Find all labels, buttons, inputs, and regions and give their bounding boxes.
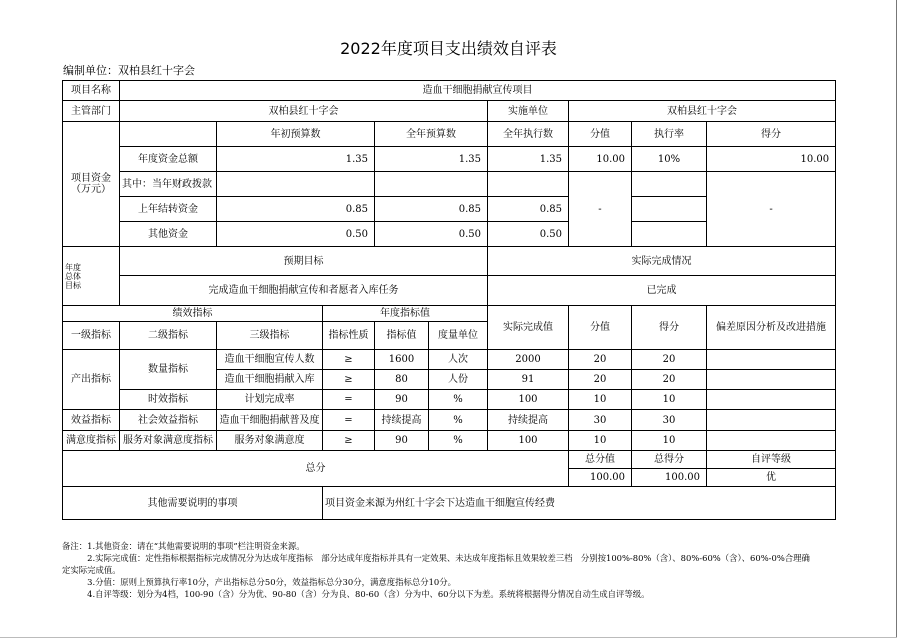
dept-label: 主管部门 bbox=[63, 101, 120, 122]
indicator-header-row-1 bbox=[63, 306, 836, 322]
row-value: 持续提高 bbox=[375, 410, 429, 431]
annual-goal-label bbox=[63, 247, 120, 306]
row-value: 90 bbox=[375, 390, 429, 410]
budget-carry-label: 上年结转资金 bbox=[120, 197, 217, 222]
budget-result-dash: - bbox=[707, 172, 836, 247]
row-score: 30 bbox=[632, 410, 707, 431]
timeliness-indicator-label: 时效指标 bbox=[120, 390, 217, 410]
row-actual: 91 bbox=[488, 370, 569, 390]
annual-value-label: 年度指标值 bbox=[323, 306, 488, 322]
budget-fiscal-rate bbox=[632, 172, 707, 197]
row-score: 10 bbox=[632, 390, 707, 410]
budget-fiscal-exec bbox=[488, 172, 569, 197]
row-value: 80 bbox=[375, 370, 429, 390]
evaluation-table bbox=[62, 80, 836, 520]
table-row bbox=[63, 350, 836, 370]
budget-total-row bbox=[63, 147, 836, 172]
row-weight: 20 bbox=[569, 370, 632, 390]
row-l3: 服务对象满意度 bbox=[217, 431, 323, 451]
note-line: 定实际完成值。 bbox=[62, 565, 121, 575]
annual-goal-label-text: 年度总体目标 bbox=[65, 262, 81, 290]
total-label: 总分 bbox=[63, 451, 569, 487]
row-deviation bbox=[707, 350, 836, 370]
row-unit: % bbox=[429, 431, 488, 451]
note-line: 2.实际完成值：定性指标根据指标完成情况分为达成年度指标 部分达成年度指标并具有一定效果、未达成年度指标且效果较差三档 分别按100%-80%（含）、80%-60%（含）、60%-0%合理确 bbox=[62, 553, 810, 563]
budget-carry-exec: 0.85 bbox=[488, 197, 569, 222]
budget-total-score: 10.00 bbox=[707, 147, 836, 172]
other-matters-row bbox=[63, 487, 836, 520]
budget-carry-annual: 0.85 bbox=[375, 197, 488, 222]
page-title: 2022年度项目支出绩效自评表 bbox=[340, 39, 557, 58]
row-value: 1600 bbox=[375, 350, 429, 370]
unit-label: 度量单位 bbox=[429, 322, 488, 350]
budget-other-annual: 0.50 bbox=[375, 222, 488, 247]
other-matters-value: 项目资金来源为州红十字会下达造血干细胞宣传经费 bbox=[323, 487, 836, 520]
row-score: 10 bbox=[632, 431, 707, 451]
row-deviation bbox=[707, 390, 836, 410]
budget-fiscal-label: 其中：当年财政拨款 bbox=[120, 172, 217, 197]
score-value-label: 分值 bbox=[569, 306, 632, 350]
budget-fiscal-annual bbox=[375, 172, 488, 197]
budget-header-initial: 年初预算数 bbox=[217, 122, 375, 147]
row-actual: 100 bbox=[488, 390, 569, 410]
budget-header-annual: 全年预算数 bbox=[375, 122, 488, 147]
quantity-indicator-label: 数量指标 bbox=[120, 350, 217, 390]
perf-indicator-label: 绩效指标 bbox=[63, 306, 323, 322]
row-l3: 计划完成率 bbox=[217, 390, 323, 410]
table-row bbox=[63, 410, 836, 431]
row-deviation bbox=[707, 370, 836, 390]
project-name-label: 项目名称 bbox=[63, 81, 120, 101]
row-nature: = bbox=[323, 390, 375, 410]
budget-carry-initial: 0.85 bbox=[217, 197, 375, 222]
expected-goal-value: 完成造血干细胞捐献宣传和者愿者入库任务 bbox=[120, 276, 488, 306]
expected-goal-label: 预期目标 bbox=[120, 247, 488, 276]
project-name-value: 造血干细胞捐献宣传项目 bbox=[120, 81, 836, 101]
other-matters-label: 其他需要说明的事项 bbox=[63, 487, 323, 520]
budget-total-exec: 1.35 bbox=[488, 147, 569, 172]
total-row-1 bbox=[63, 451, 836, 469]
row-deviation bbox=[707, 410, 836, 431]
total-score: 100.00 bbox=[632, 469, 707, 487]
score-label: 得分 bbox=[632, 306, 707, 350]
social-benefit-label: 社会效益指标 bbox=[120, 410, 217, 431]
budget-other-exec: 0.50 bbox=[488, 222, 569, 247]
row-actual: 2000 bbox=[488, 350, 569, 370]
goals-header-row bbox=[63, 247, 836, 276]
goals-content-row bbox=[63, 276, 836, 306]
row-actual: 持续提高 bbox=[488, 410, 569, 431]
value-label: 指标值 bbox=[375, 322, 429, 350]
budget-header-exec: 全年执行数 bbox=[488, 122, 569, 147]
deviation-label: 偏差原因分析及改进措施 bbox=[707, 306, 836, 350]
row-unit: % bbox=[429, 410, 488, 431]
row-deviation bbox=[707, 431, 836, 451]
grade-label: 自评等级 bbox=[707, 451, 836, 469]
level2-label: 二级指标 bbox=[120, 322, 217, 350]
budget-header-rate: 执行率 bbox=[632, 122, 707, 147]
project-name-row bbox=[63, 81, 836, 101]
impl-unit-value: 双柏县红十字会 bbox=[569, 101, 836, 122]
row-l3: 造血干细胞捐献普及度 bbox=[217, 410, 323, 431]
table-row bbox=[63, 431, 836, 451]
total-score-label: 总得分 bbox=[632, 451, 707, 469]
note-line: 备注：1.其他资金：请在“其他需要说明的事项”栏注明资金来源。 bbox=[62, 541, 305, 551]
budget-total-score-value: 10.00 bbox=[569, 147, 632, 172]
row-nature: = bbox=[323, 410, 375, 431]
budget-other-label: 其他资金 bbox=[120, 222, 217, 247]
budget-header-row bbox=[63, 122, 836, 147]
row-weight: 10 bbox=[569, 390, 632, 410]
benefit-indicator-label: 效益指标 bbox=[63, 410, 120, 431]
row-unit: % bbox=[429, 390, 488, 410]
row-unit: 人次 bbox=[429, 350, 488, 370]
service-satisfaction-label: 服务对象满意度指标 bbox=[120, 431, 217, 451]
row-nature: ≥ bbox=[323, 370, 375, 390]
budget-total-annual: 1.35 bbox=[375, 147, 488, 172]
level3-label: 三级指标 bbox=[217, 322, 323, 350]
department-row bbox=[63, 101, 836, 122]
row-nature: ≥ bbox=[323, 431, 375, 451]
budget-total-label: 年度资金总额 bbox=[120, 147, 217, 172]
budget-other-initial: 0.50 bbox=[217, 222, 375, 247]
impl-unit-label: 实施单位 bbox=[488, 101, 569, 122]
budget-fiscal-row bbox=[63, 172, 836, 197]
compiling-unit: 编制单位：双柏县红十字会 bbox=[63, 64, 195, 77]
dept-value: 双柏县红十字会 bbox=[120, 101, 488, 122]
row-nature: ≥ bbox=[323, 350, 375, 370]
row-weight: 30 bbox=[569, 410, 632, 431]
budget-total-rate: 10% bbox=[632, 147, 707, 172]
budget-header-blank bbox=[120, 122, 217, 147]
row-unit: 人份 bbox=[429, 370, 488, 390]
budget-header-score-value: 分值 bbox=[569, 122, 632, 147]
note-line: 3.分值：原则上预算执行率10分，产出指标总分50分，效益指标总分30分，满意度指标总分10分。 bbox=[62, 577, 456, 587]
row-l3: 造血干细胞捐献入库 bbox=[217, 370, 323, 390]
actual-goal-label: 实际完成情况 bbox=[488, 247, 836, 276]
satisfaction-indicator-label: 满意度指标 bbox=[63, 431, 120, 451]
actual-value-label: 实际完成值 bbox=[488, 306, 569, 350]
note-line: 4.自评等级：划分为4档，100-90（含）分为优、90-80（含）分为良、80-60（含）分为中、60分以下为差。系统将根据得分情况自动生成自评等级。 bbox=[62, 589, 650, 599]
level1-label: 一级指标 bbox=[63, 322, 120, 350]
row-actual: 100 bbox=[488, 431, 569, 451]
budget-score-dash: - bbox=[569, 172, 632, 247]
row-score: 20 bbox=[632, 370, 707, 390]
row-value: 90 bbox=[375, 431, 429, 451]
output-indicator-label: 产出指标 bbox=[63, 350, 120, 410]
budget-fiscal-initial bbox=[217, 172, 375, 197]
grade-value: 优 bbox=[707, 469, 836, 487]
actual-goal-value: 已完成 bbox=[488, 276, 836, 306]
row-weight: 20 bbox=[569, 350, 632, 370]
budget-other-rate bbox=[632, 222, 707, 247]
row-score: 20 bbox=[632, 350, 707, 370]
budget-carry-rate bbox=[632, 197, 707, 222]
row-weight: 10 bbox=[569, 431, 632, 451]
table-row bbox=[63, 390, 836, 410]
notes bbox=[62, 540, 835, 600]
budget-header-score: 得分 bbox=[707, 122, 836, 147]
budget-total-initial: 1.35 bbox=[217, 147, 375, 172]
budget-section-label: 项目资金（万元） bbox=[63, 122, 120, 247]
total-value: 100.00 bbox=[569, 469, 632, 487]
nature-label: 指标性质 bbox=[323, 322, 375, 350]
row-l3: 造血干细胞宣传人数 bbox=[217, 350, 323, 370]
total-value-label: 总分值 bbox=[569, 451, 632, 469]
